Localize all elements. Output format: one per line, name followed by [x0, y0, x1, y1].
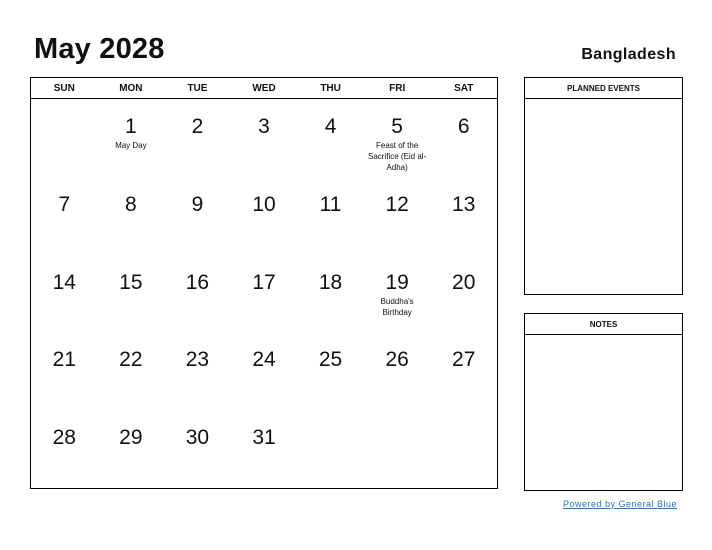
day-cell — [164, 410, 231, 488]
day-cell — [364, 99, 431, 177]
day-cell — [231, 177, 298, 255]
day-cell — [164, 332, 231, 410]
page-title: May 2028 — [34, 33, 165, 65]
holiday-label: Buddha's Birthday — [380, 296, 414, 317]
country-name: Bangladesh — [581, 46, 676, 63]
day-number: 17 — [252, 270, 276, 294]
weekday-label: MON — [119, 83, 143, 94]
powered-by-link[interactable]: Powered by General Blue — [562, 499, 677, 509]
day-cell — [430, 255, 497, 333]
day-number: 11 — [319, 192, 342, 216]
day-cell — [164, 255, 231, 333]
weekday-label: SAT — [454, 83, 474, 94]
day-number: 20 — [452, 270, 476, 294]
planned-events-heading: PLANNED EVENTS — [525, 78, 682, 99]
day-cell — [297, 410, 364, 488]
day-number: 27 — [452, 348, 476, 372]
weekday-label: SUN — [53, 83, 75, 94]
calendar-days — [31, 99, 497, 488]
day-number: 28 — [52, 426, 76, 450]
weekday-header — [31, 78, 497, 99]
planned-events-panel — [524, 77, 683, 295]
day-number: 23 — [185, 348, 210, 372]
day-number: 18 — [318, 270, 343, 294]
day-cell — [31, 410, 98, 488]
day-cell — [297, 99, 364, 177]
day-number: 4 — [324, 115, 337, 138]
day-cell — [364, 177, 431, 255]
day-number: 9 — [191, 192, 204, 216]
day-number: 16 — [185, 270, 210, 294]
day-number: 8 — [125, 192, 137, 216]
day-number: 12 — [385, 192, 409, 216]
day-number: 6 — [457, 115, 470, 138]
notes-panel — [524, 313, 683, 491]
day-cell — [31, 255, 98, 333]
day-cell — [164, 177, 231, 255]
day-number: 7 — [58, 192, 71, 216]
holiday-label: May Day — [115, 141, 147, 150]
day-number: 5 — [391, 115, 403, 138]
day-cell — [297, 255, 364, 333]
day-cell — [31, 332, 98, 410]
day-number: 2 — [191, 115, 204, 138]
day-cell — [98, 177, 165, 255]
day-number: 15 — [119, 270, 143, 294]
day-cell — [430, 332, 497, 410]
day-number: 29 — [119, 426, 143, 450]
day-number: 3 — [258, 115, 270, 138]
day-cell — [364, 332, 431, 410]
day-number: 24 — [252, 348, 276, 372]
day-cell — [430, 99, 497, 177]
weekday-label: TUE — [187, 83, 208, 94]
day-number: 21 — [52, 348, 76, 372]
day-number: 25 — [318, 348, 343, 372]
day-number: 30 — [185, 426, 210, 450]
day-number: 19 — [385, 270, 409, 294]
weekday-label: FRI — [389, 83, 406, 94]
day-cell — [364, 255, 431, 333]
calendar-grid — [30, 77, 498, 489]
day-cell — [31, 99, 98, 177]
day-cell — [98, 99, 165, 177]
day-cell — [231, 255, 298, 333]
day-cell — [164, 99, 231, 177]
weekday-label: WED — [252, 83, 276, 94]
day-number: 22 — [119, 348, 143, 372]
day-cell — [430, 410, 497, 488]
weekday-label: THU — [320, 83, 341, 94]
day-number: 13 — [452, 192, 476, 216]
day-cell — [31, 177, 98, 255]
day-cell — [297, 332, 364, 410]
day-cell — [430, 177, 497, 255]
day-cell — [98, 332, 165, 410]
day-number: 26 — [385, 348, 409, 372]
day-cell — [231, 332, 298, 410]
day-cell — [231, 99, 298, 177]
day-cell — [364, 410, 431, 488]
day-number: 1 — [125, 115, 137, 138]
holiday-label: Feast of the Sacrifice (Eid al-Adha) — [368, 141, 427, 172]
day-cell — [98, 410, 165, 488]
day-cell — [98, 255, 165, 333]
day-cell — [231, 410, 298, 488]
day-number: 31 — [252, 426, 276, 450]
notes-heading: NOTES — [525, 314, 682, 335]
day-cell — [297, 177, 364, 255]
day-number: 14 — [52, 270, 76, 294]
day-number: 10 — [252, 192, 276, 216]
